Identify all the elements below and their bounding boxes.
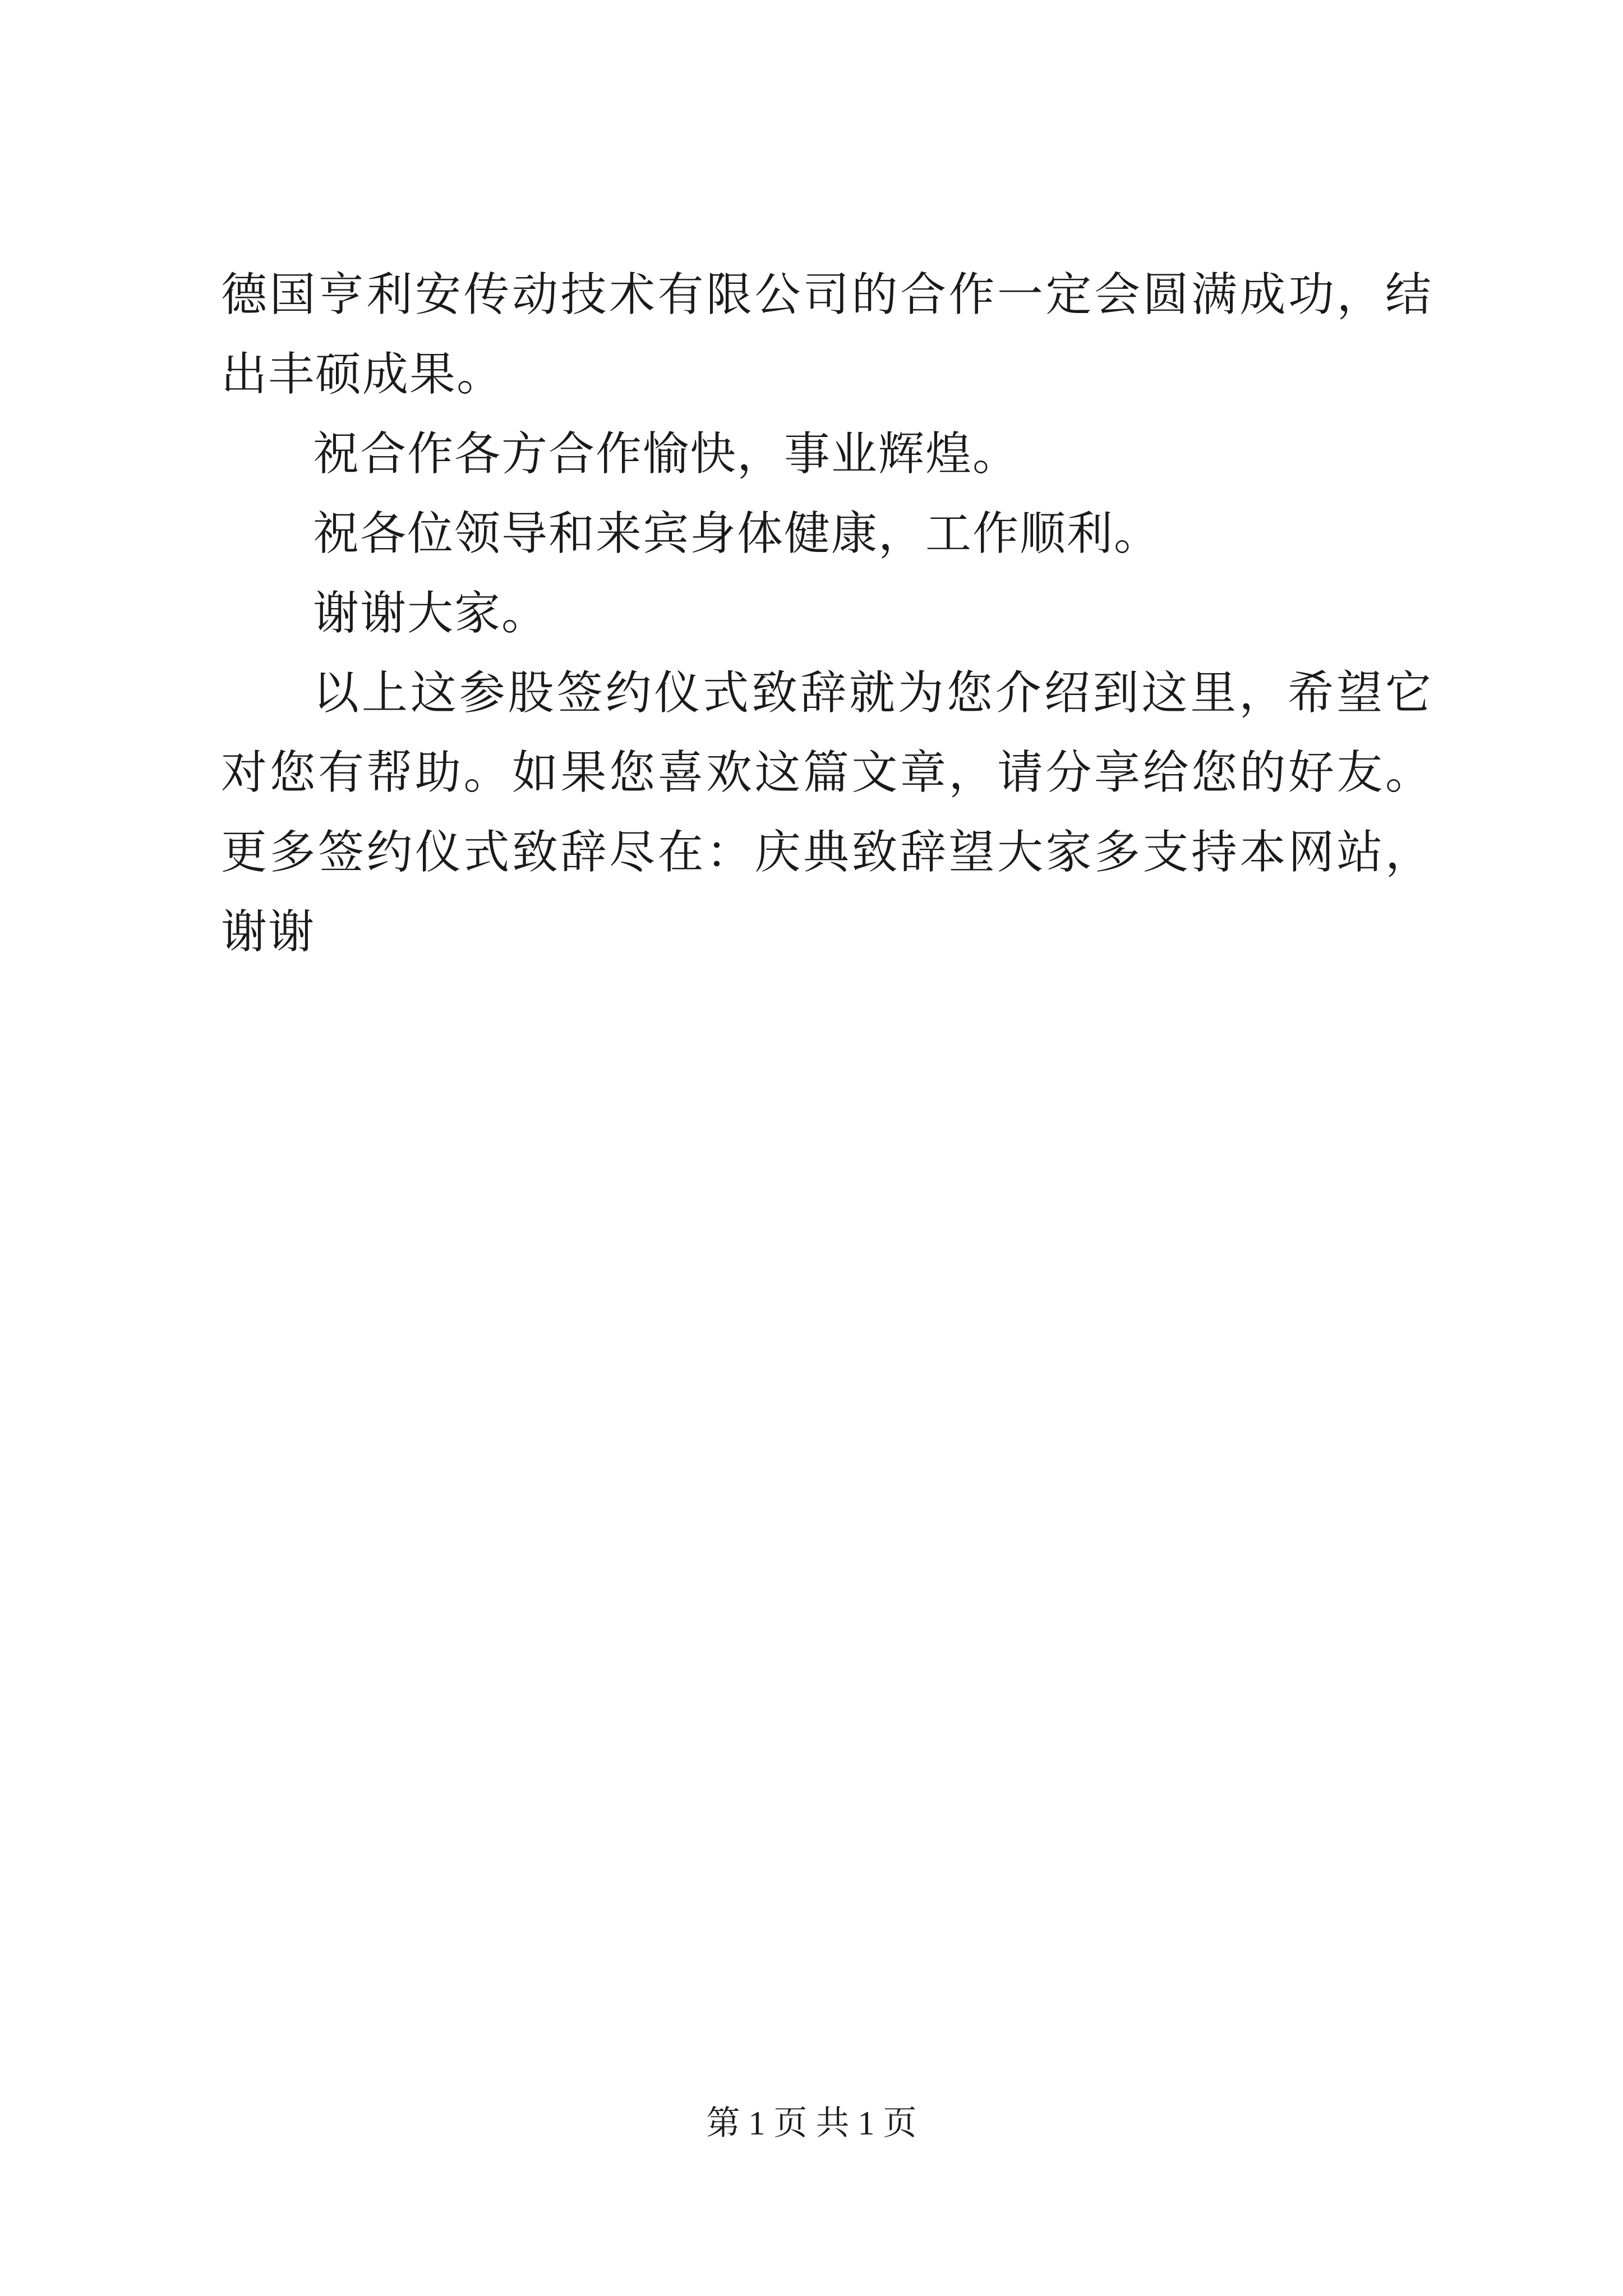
paragraph-wish-cooperation: 祝合作各方合作愉快，事业辉煌。 [313,427,1020,481]
paragraph-thanks: 谢谢大家。 [313,587,549,640]
page-footer: 第 1 页 共 1 页 [706,2105,917,2142]
paragraph-wish-health: 祝各位领导和来宾身体健康，工作顺利。 [313,507,1161,560]
document-body [221,255,1432,972]
paragraph-closing-note: 以上这参股签约仪式致辞就为您介绍到这里，希望它对您有帮助。如果您喜欢这篇文章，请分享给您的好友。更多签约仪式致辞尽在：庆典致辞望大家多支持本网站，谢谢 [221,666,1432,959]
paragraph-continuation: 德国亨利安传动技术有限公司的合作一定会圆满成功，结出丰硕成果。 [221,268,1432,401]
